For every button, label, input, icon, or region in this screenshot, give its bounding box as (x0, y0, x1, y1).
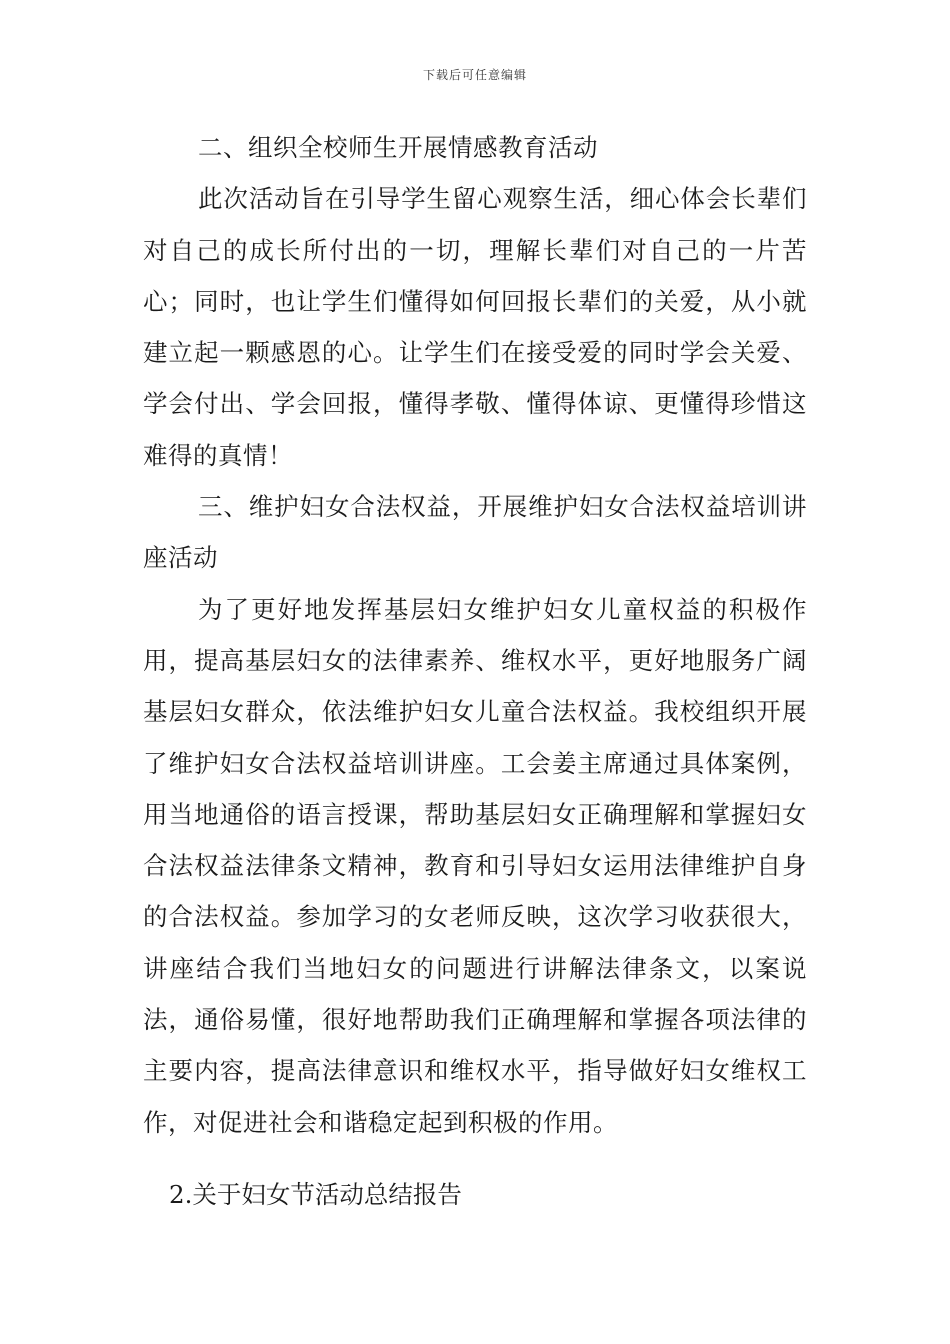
next-document-title: 2.关于妇女节活动总结报告 (169, 1180, 462, 1209)
body-paragraph-1: 此次活动旨在引导学生留心观察生活，细心体会长辈们对自己的成长所付出的一切，理解长辈们对自己的一片苦心；同时，也让学生们懂得如何回报长辈们的关爱，从小就建立起一颗感恩的心。让学生们在接受爱的同时学会关爱、学会付出、学会回报，懂得孝敬、懂得体谅、更懂得珍惜这难得的真情！ (143, 184, 807, 470)
section-heading-3: 三、维护妇女合法权益，开展维护妇女合法权益培训讲座活动 (143, 492, 807, 573)
body-paragraph-2: 为了更好地发挥基层妇女维护妇女儿童权益的积极作用，提高基层妇女的法律素养、维权水平，更好地服务广阔基层妇女群众，依法维护妇女儿童合法权益。我校组织开展了维护妇女合法权益培训讲座。工会姜主席通过具体案例，用当地通俗的语言授课，帮助基层妇女正确理解和掌握妇女合法权益法律条文精神，教育和引导妇女运用法律维护自身的合法权益。参加学习的女老师反映，这次学习收获很大，讲座结合我们当地妇女的问题进行讲解法律条文，以案说法，通俗易懂，很好地帮助我们正确理解和掌握各项法律的主要内容，提高法律意识和维权水平，指导做好妇女维权工作，对促进社会和谐稳定起到积极的作用。 (143, 594, 807, 1137)
page-header-note: 下载后可任意编辑 (422, 68, 527, 82)
document-body (143, 122, 807, 1148)
section-heading-2: 二、组织全校师生开展情感教育活动 (198, 133, 598, 162)
